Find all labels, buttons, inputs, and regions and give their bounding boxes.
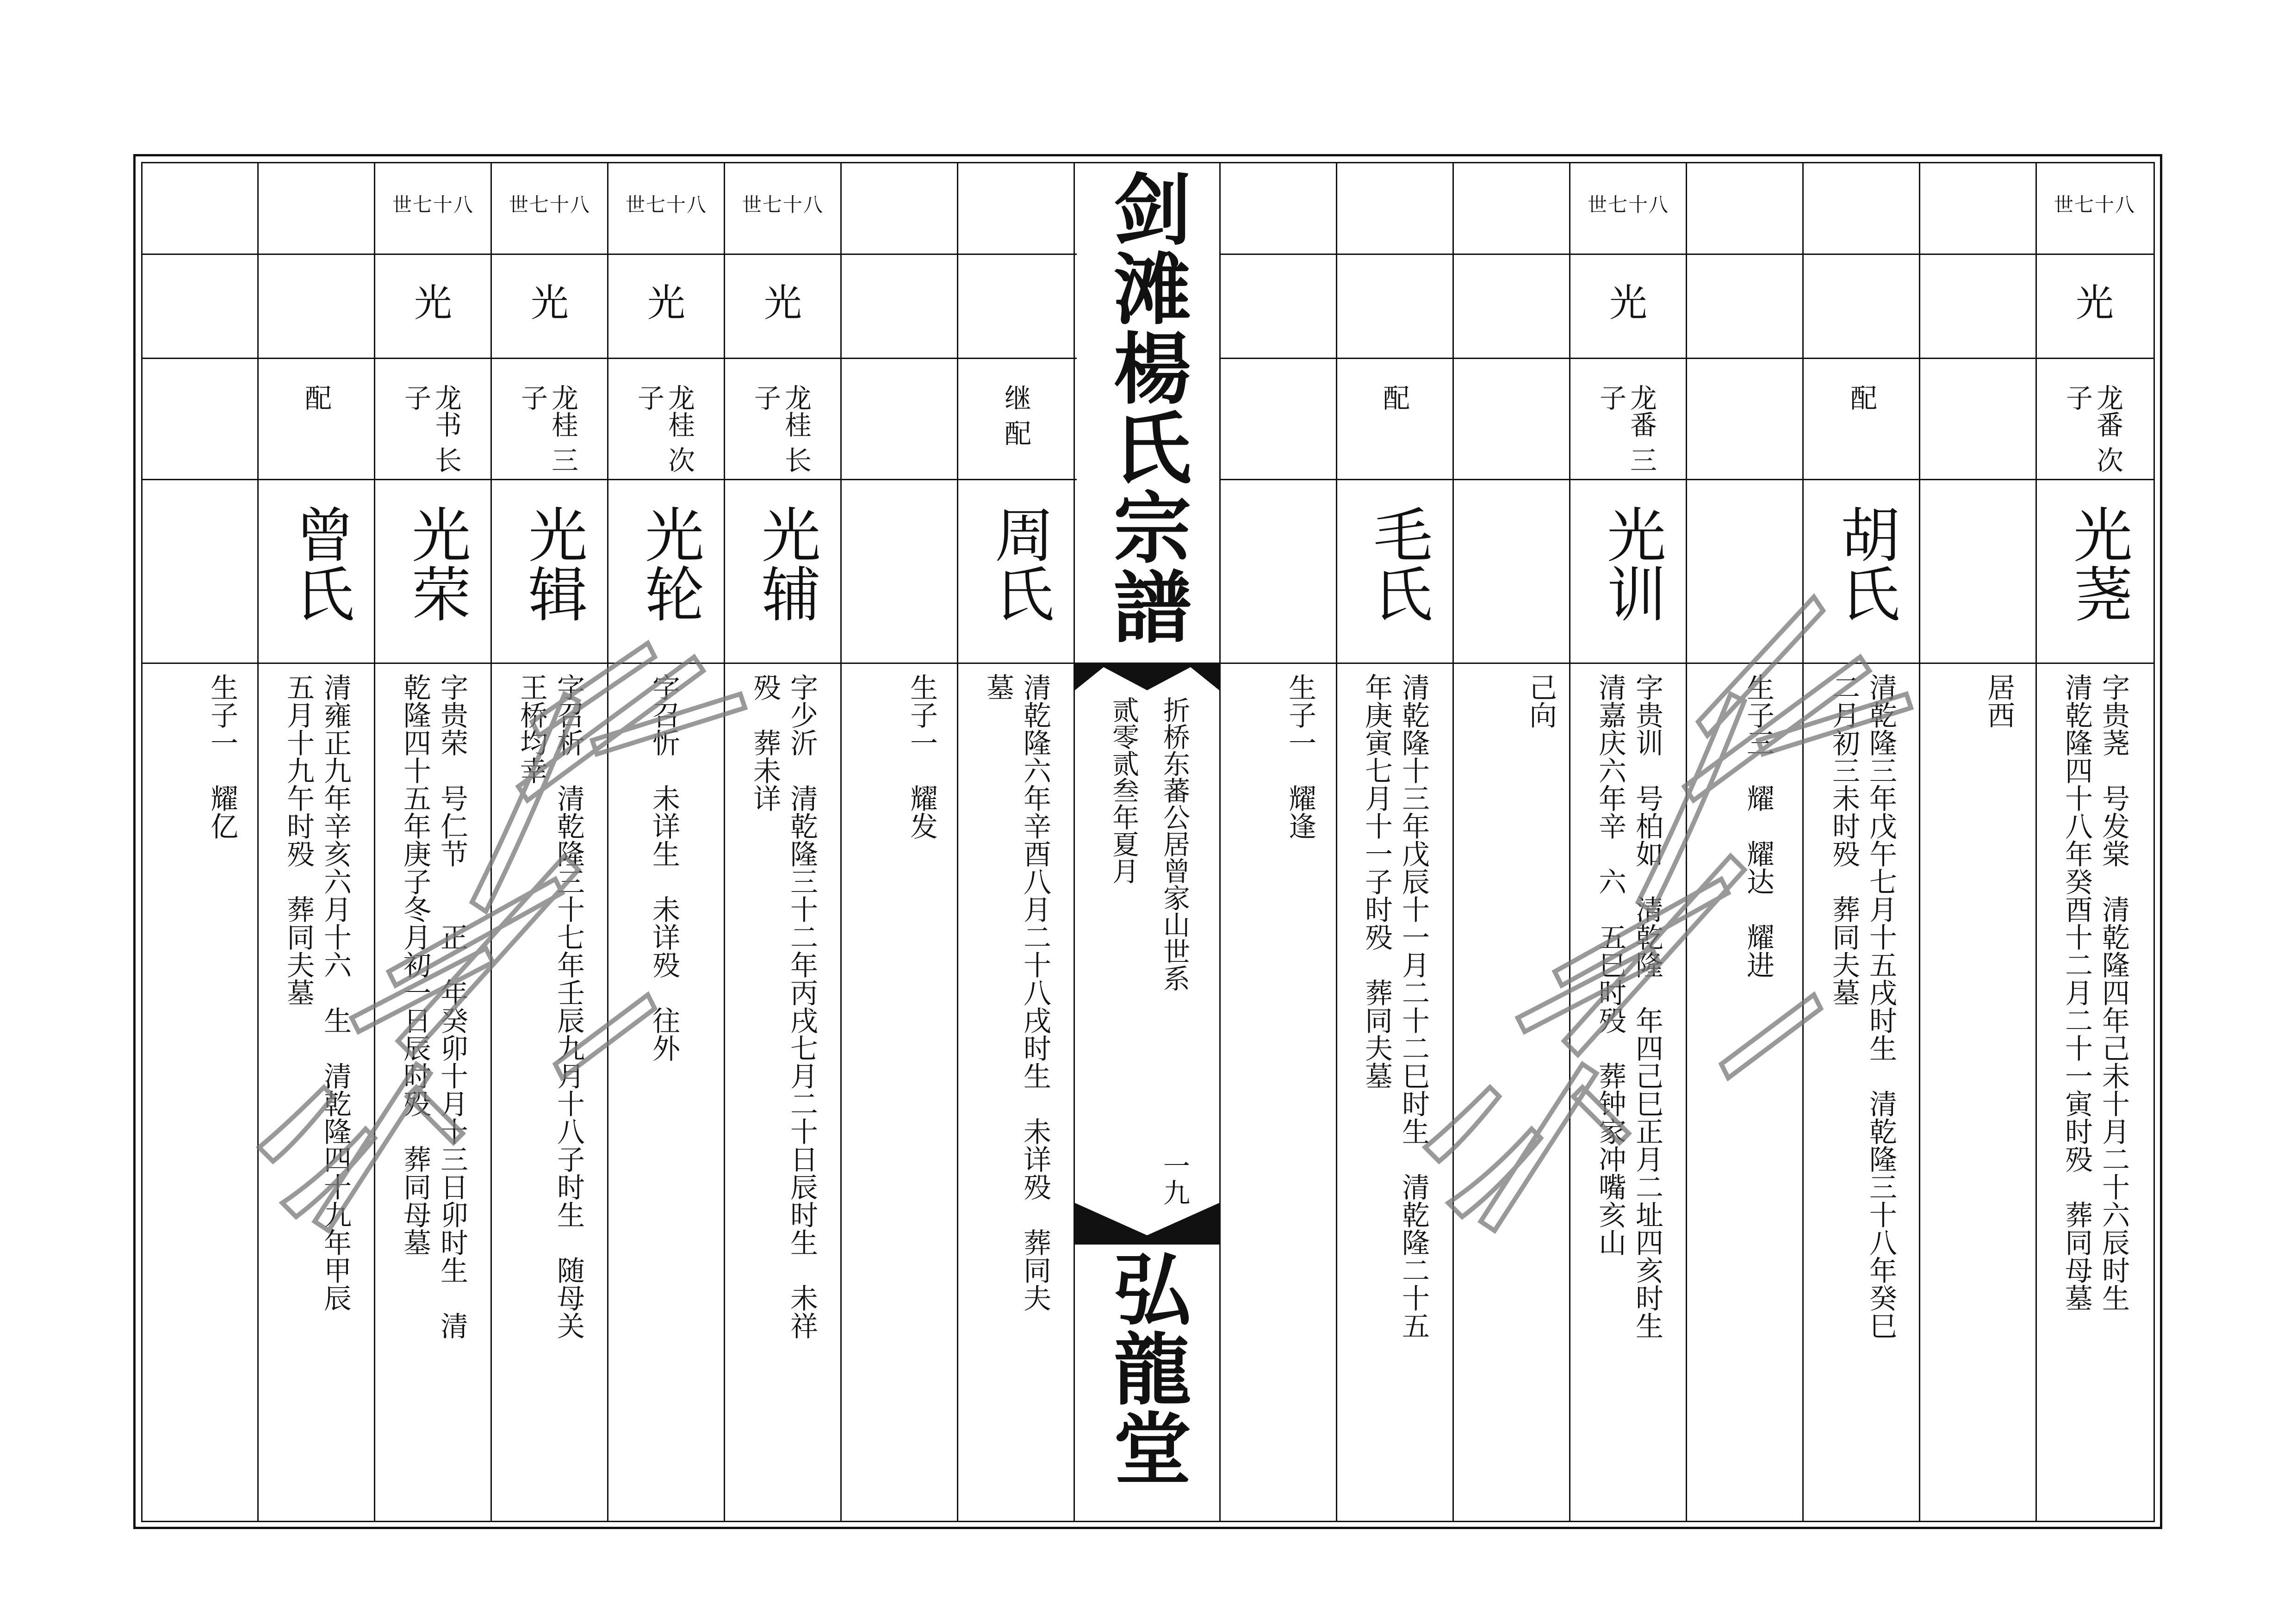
spine-ornament-bottom	[1075, 1203, 1219, 1245]
column-biography: 生子一 耀亿	[206, 673, 238, 840]
generation-label: 世七十八	[509, 193, 590, 216]
person-name: 光辑	[518, 504, 587, 623]
genealogy-title: 剑滩楊氏宗譜	[1101, 169, 1192, 646]
person-name: 胡氏	[1831, 504, 1899, 623]
relation-label: 配	[1378, 384, 1410, 411]
col-rule	[257, 162, 259, 1522]
col-rule	[1336, 162, 1337, 1522]
page-number: 一九	[1159, 1152, 1190, 1206]
column-biography: 己向	[1525, 673, 1557, 729]
col-rule	[1686, 162, 1687, 1522]
generation-label: 世七十八	[1587, 193, 1669, 216]
column-biography: 清乾隆六年辛酉八月二十八戌时生 未详殁 葬同夫 墓	[982, 673, 1051, 1312]
col-rule	[1074, 162, 1075, 1522]
generation-character: 光	[530, 281, 569, 325]
generation-label: 世七十八	[742, 193, 824, 216]
col-rule	[2035, 162, 2037, 1522]
row-rule-1-left	[141, 254, 1077, 255]
col-rule	[607, 162, 608, 1522]
col-rule	[840, 162, 842, 1522]
person-name: 毛氏	[1363, 504, 1432, 623]
row-rule-3-left	[141, 479, 1077, 480]
column-biography: 字召析 清乾隆三十七年壬辰九月十八子时生 随母关 王桥均幸	[515, 673, 585, 1339]
row-rule-3-right	[1219, 479, 2155, 480]
person-name: 光荛	[2063, 504, 2132, 623]
relation-label: 继 配	[1000, 384, 1031, 446]
row-rule-4-right	[1219, 663, 2155, 664]
col-rule	[1452, 162, 1454, 1522]
column-biography: 字贵训 号柏如 清乾隆 年四己巳正月二址四亥时生 清嘉庆六年辛 六 五巳时殁 葬钟家冲嘴亥山	[1594, 673, 1663, 1339]
compilation-date: 贰零贰叁年夏月	[1108, 696, 1139, 884]
col-rule	[724, 162, 725, 1522]
row-rule-1-right	[1219, 254, 2155, 255]
column-biography: 生子一 耀逢	[1284, 673, 1316, 840]
person-name: 光荣	[402, 504, 471, 623]
column-biography: 生子一 耀发	[906, 673, 938, 840]
person-name: 光辅	[751, 504, 820, 623]
generation-character: 光	[763, 281, 802, 325]
relation-label: 龙桂 三子	[516, 384, 578, 473]
col-rule	[1802, 162, 1804, 1522]
column-biography: 字贵荛 号发棠 清乾隆四年己未十月二十六辰时生 清乾隆四十八年癸酉十二月二十一寅时殁 葬同母墓	[2060, 673, 2130, 1312]
column-biography: 字召忻 未详生 未详殁 往外	[648, 673, 680, 1062]
generation-character: 光	[1609, 281, 1647, 325]
person-name: 光训	[1597, 504, 1666, 623]
col-rule	[490, 162, 492, 1522]
col-rule	[1219, 162, 1221, 1522]
person-name: 光轮	[635, 504, 704, 623]
relation-label: 配	[1846, 384, 1877, 411]
relation-label: 龙番 三子	[1595, 384, 1657, 473]
lineage-subtitle: 折桥东蕃公居曾家山世系	[1159, 696, 1190, 991]
relation-label: 龙桂 次子	[633, 384, 695, 473]
relation-label: 龙书 长子	[400, 384, 462, 473]
person-name: 周氏	[985, 504, 1054, 623]
row-rule-4-left	[141, 663, 1077, 664]
relation-label: 配	[300, 384, 332, 411]
hall-name: 弘龍堂	[1101, 1249, 1192, 1488]
column-biography: 字少沂 清乾隆三十二年丙戌七月二十日辰时生 未祥 殁 葬未详	[749, 673, 818, 1339]
col-rule	[957, 162, 958, 1522]
column-biography: 清雍正九年辛亥六月十六 生 清乾隆四十九年甲辰 五月十九午时殁 葬同夫墓	[282, 673, 352, 1312]
column-biography: 居西	[1983, 673, 2015, 729]
relation-label: 龙桂 长子	[750, 384, 812, 473]
col-rule	[1919, 162, 1920, 1522]
col-rule	[1569, 162, 1570, 1522]
generation-label: 世七十八	[392, 193, 474, 216]
person-name: 曾氏	[285, 504, 354, 623]
generation-label: 世七十八	[2054, 193, 2135, 216]
spine-ornament-top	[1075, 663, 1219, 700]
row-rule-2-left	[141, 358, 1077, 359]
column-biography: 清乾隆十三年戊辰十一月二十二巳时生 清乾隆二十五 年庚寅七月十一子时殁 葬同夫墓	[1360, 673, 1430, 1339]
column-biography: 清乾隆三年戊午七月十五戌时生 清乾隆三十八年癸巳 二月初三未时殁 葬同夫墓	[1828, 673, 1897, 1339]
col-rule	[374, 162, 375, 1522]
column-biography: 生子三 耀 耀达 耀进	[1742, 673, 1775, 979]
generation-character: 光	[2075, 281, 2114, 325]
row-rule-2-right	[1219, 358, 2155, 359]
generation-character: 光	[414, 281, 452, 325]
relation-label: 龙番 次子	[2061, 384, 2123, 473]
column-biography: 字贵荣 号仁节 正 年癸卯十月十三日卯时生 清 乾隆四十五年庚子冬月初一日辰时殁 葬同母墓	[399, 673, 468, 1339]
generation-label: 世七十八	[625, 193, 707, 216]
generation-character: 光	[647, 281, 685, 325]
